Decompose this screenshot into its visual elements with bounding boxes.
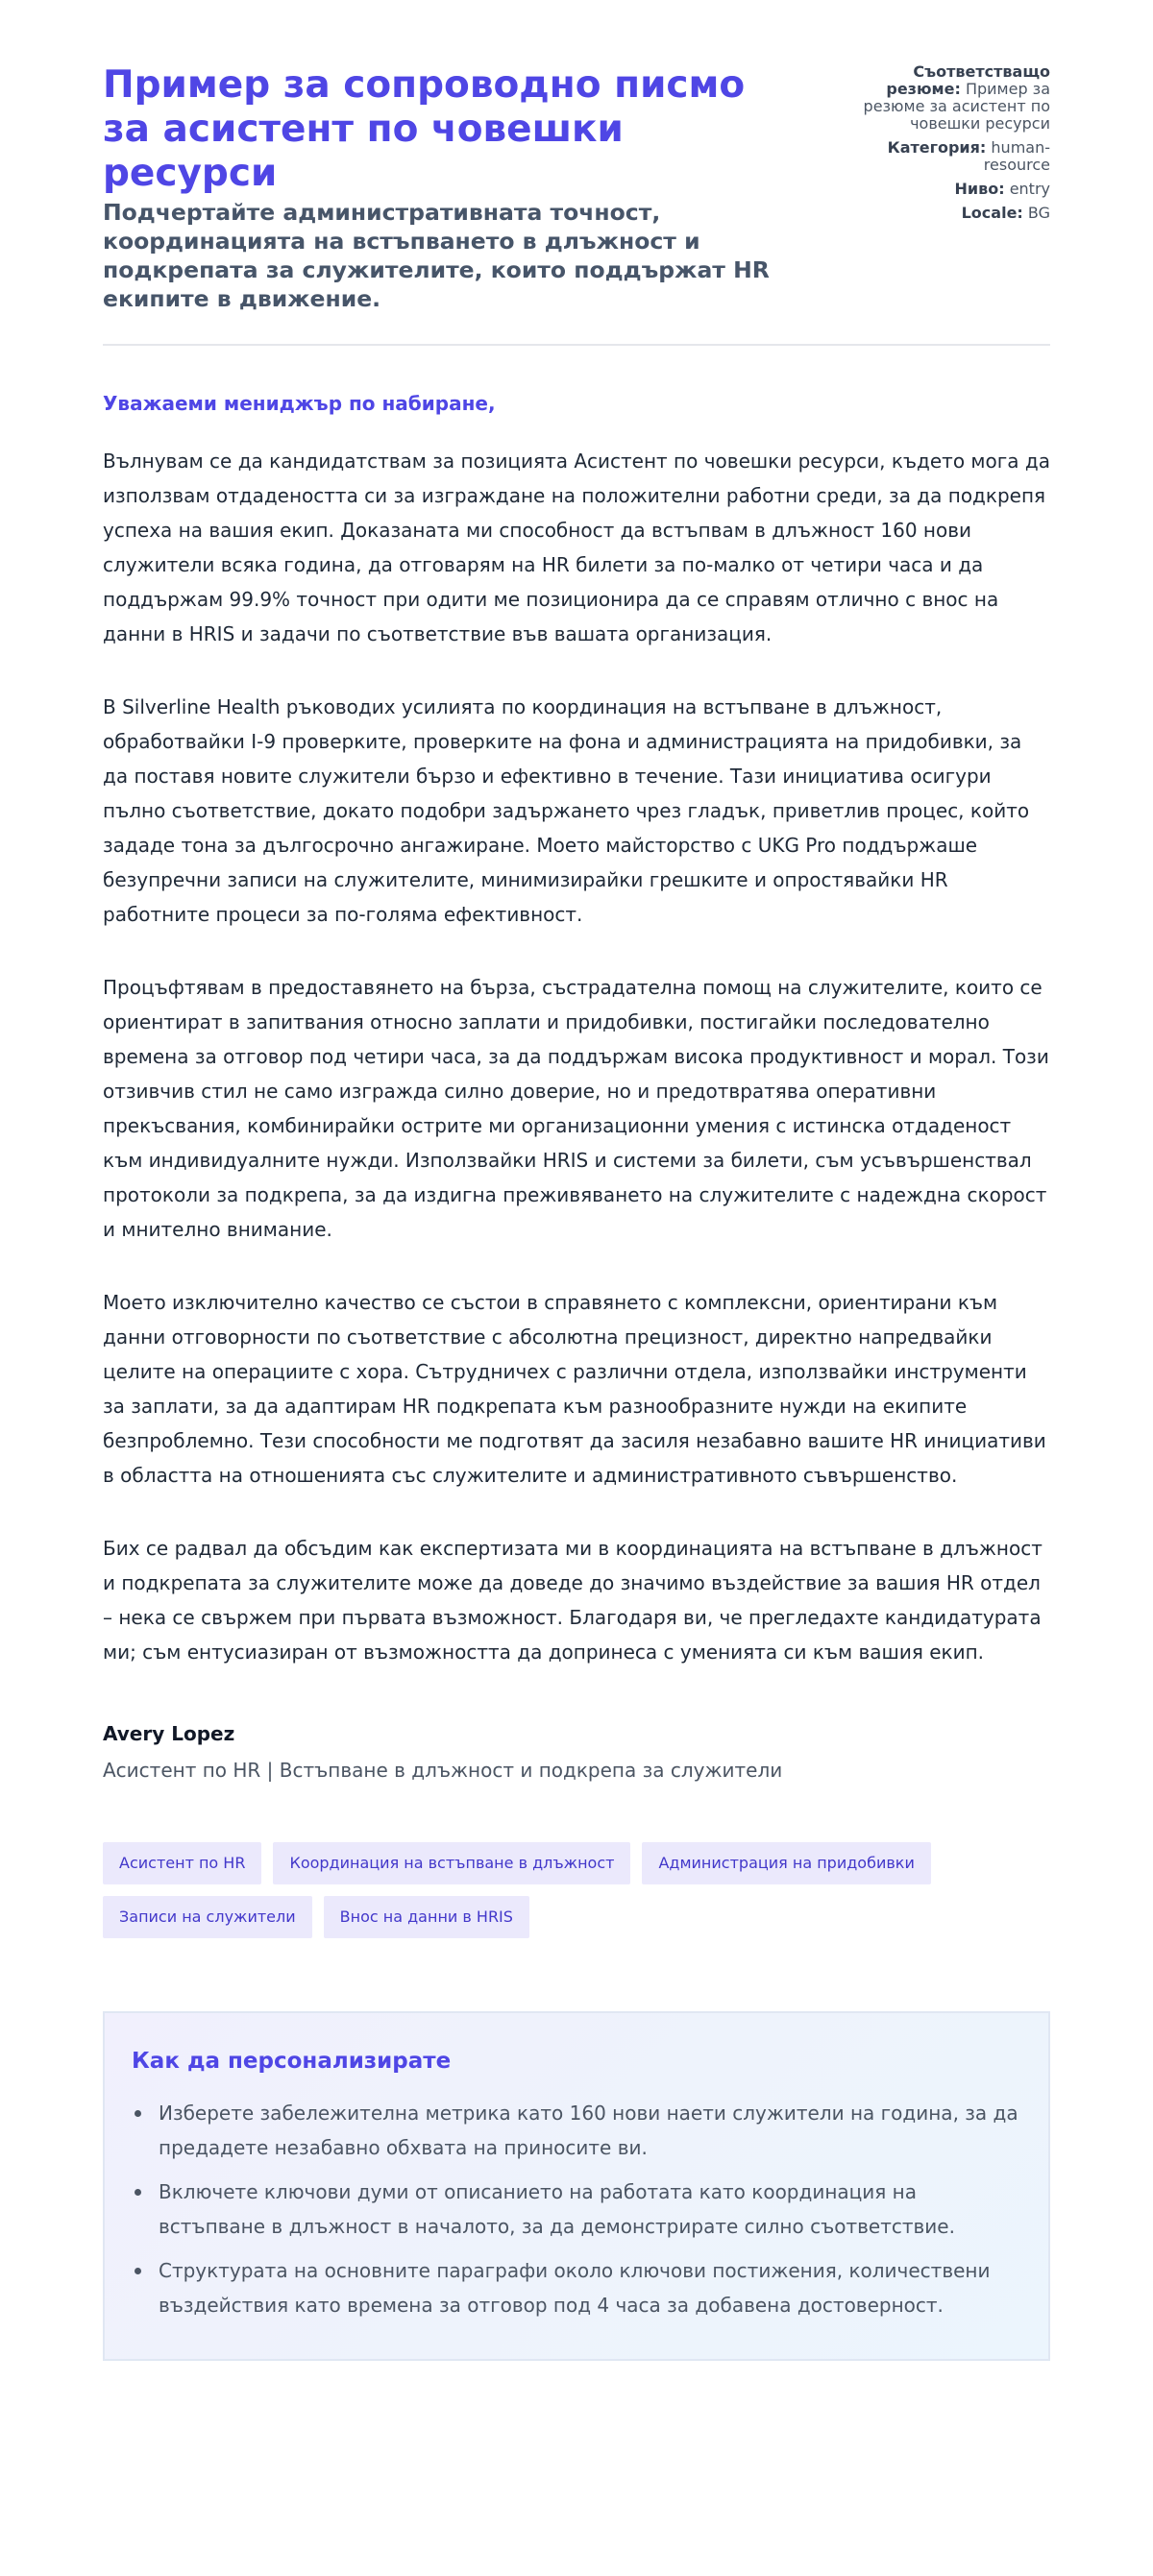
bullet-icon (135, 2268, 141, 2274)
salutation: Уважаеми мениджър по набиране, (103, 392, 496, 415)
tip-text: Изберете забележителна метрика като 160 нови наети служители на година, за да предадете незабавно обхвата на приносите ви. (159, 2102, 1018, 2159)
skill-tags (103, 1842, 1050, 1938)
meta-resume-label: Съответстващо резюме: (886, 62, 1050, 98)
meta-resume (839, 63, 1050, 133)
page-subtitle: Подчертайте административната точност, координацията на встъпването в длъжност и подкрепата за служителите, които поддържат HR екипите в движение. (103, 199, 770, 312)
page-header (103, 0, 1050, 346)
bullet-icon (135, 2110, 141, 2117)
meta-category-label: Категория: (887, 138, 987, 157)
signature-name: Avery Lopez (103, 1722, 235, 1745)
bullet-icon (135, 2189, 141, 2196)
letter-body (103, 392, 1050, 1669)
meta-level-label: Ниво: (954, 180, 1005, 198)
meta-level (839, 181, 1050, 198)
tips-list (132, 2096, 1021, 2322)
paragraph-support: Процъфтявам в предоставянето на бърза, състрадателна помощ на служителите, които се ориентират в запитвания относно заплати и придобивки, постигайки последователно времена за отговор под четири часа, за да поддържам висока продуктивност и морал. Този отзивчив стил не само изгражда силно доверие, но и предотвратява оперативни прекъсвания, комбинирайки острите ми организационни умения с истинска отдаденост към индивидуалните нужди. Използвайки HRIS и системи за билети, съм усъвършенствал протоколи за подкрепа, за да издигна преживяването на служителите с надеждна скорост и мнително внимание. (103, 976, 1049, 1241)
cover-letter-page (103, 0, 1050, 2361)
page-title: Пример за сопроводно писмо за асистент по човешки ресурси (103, 63, 746, 195)
meta-resume-value[interactable]: Пример за резюме за асистент по човешки ресурси (863, 80, 1050, 133)
tips-title: Как да персонализирате (132, 2049, 452, 2074)
tip-text: Структурата на основните параграфи около ключови постижения, количествени въздействия като времена за отговор под 4 часа за добавена достоверност. (159, 2259, 991, 2317)
meta-locale-value: BG (1027, 204, 1050, 222)
tip-item (132, 2253, 1021, 2322)
tip-item (132, 2175, 1021, 2244)
paragraph-intro: Вълнувам се да кандидатствам за позицията Асистент по човешки ресурси, където мога да използвам отдадеността си за изграждане на положителни работни среди, за да подкрепя успеха на вашия екип. Доказаната ми способност да встъпвам в длъжност 160 нови служители всяка година, да отговарям на HR билети за по-малко от четири часа и да поддържам 99.9% точност при одити ме позиционира да се справям отлично с внос на данни в HRIS и задачи по съответствие във вашата организация. (103, 450, 1050, 645)
signature-block (103, 1721, 1050, 1783)
signature-title: Асистент по HR | Встъпване в длъжност и подкрепа за служители (103, 1759, 783, 1782)
meta-level-value: entry (1009, 180, 1050, 198)
meta-locale (839, 205, 1050, 222)
tag-benefits-administration[interactable]: Администрация на придобивки (642, 1842, 930, 1884)
meta-panel (839, 63, 1050, 229)
meta-category (839, 139, 1050, 174)
paragraph-closing: Бих се радвал да обсъдим как експертизата ми в координацията на встъпване в длъжност и подкрепата за служителите може да доведе до значимо въздействие за вашия HR отдел – нека се свържем при първата възможност. Благодаря ви, че прегледахте кандидатурата ми; съм ентусиазиран от възможността да допринеса с уменията си към вашия екип. (103, 1537, 1043, 1664)
meta-locale-label: Locale: (961, 204, 1023, 222)
tip-text: Включете ключови думи от описанието на работата като координация на встъпване в длъжност в началото, за да демонстрирате силно съответствие. (159, 2180, 955, 2238)
tip-item (132, 2096, 1021, 2165)
tag-employee-records[interactable]: Записи на служители (103, 1896, 312, 1938)
meta-category-value: human-resource (983, 138, 1050, 174)
tag-hris-data-entry[interactable]: Внос на данни в HRIS (324, 1896, 529, 1938)
letter-paragraphs (103, 444, 1050, 1669)
tag-onboarding-coordination[interactable]: Координация на встъпване в длъжност (273, 1842, 630, 1884)
paragraph-strengths: Моето изключително качество се състои в справянето с комплексни, ориентирани към данни отговорности по съответствие с абсолютна прецизност, директно напредвайки целите на операциите с хора. Сътрудничех с различни отдела, използвайки инструменти за заплати, за да адаптирам HR подкрепата към разнообразните нужди на екипите безпроблемно. Тези способности ме подготвят да засиля незабавно вашите HR инициативи в областта на отношенията със служителите и административното съвършенство. (103, 1291, 1046, 1487)
customization-tips (103, 2011, 1050, 2361)
tag-hr-assistant[interactable]: Асистент по HR (103, 1842, 261, 1884)
paragraph-experience: В Silverline Health ръководих усилията по координация на встъпване в длъжност, обработвайки I-9 проверките, проверките на фона и администрацията на придобивки, за да поставя новите служители бързо и ефективно в течение. Тази инициатива осигури пълно съответствие, докато подобри задържането чрез гладък, приветлив процес, който зададе тона за дългосрочно ангажиране. Моето майсторство с UKG Pro поддържаше безупречни записи на служителите, минимизирайки грешките и опростявайки HR работните процеси за по-голяма ефективност. (103, 695, 1030, 926)
